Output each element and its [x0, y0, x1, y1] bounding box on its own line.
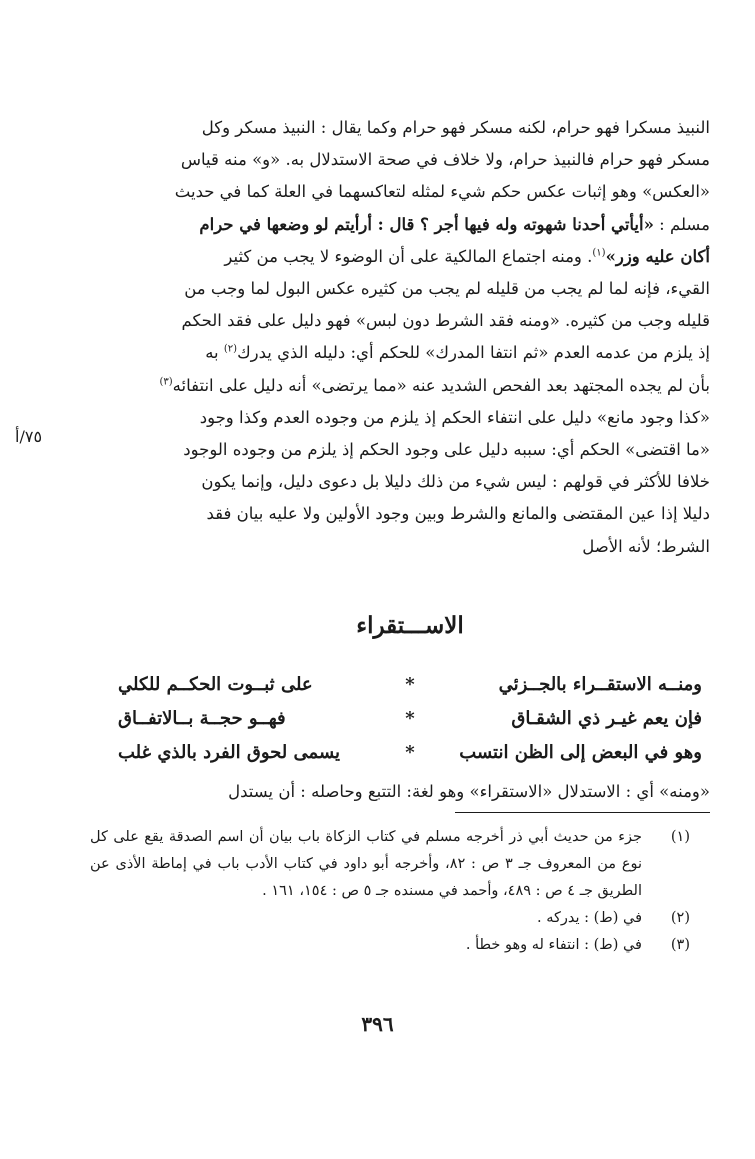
text-line: «ما اقتضى» الحكم أي: سببه دليل على وجود الحكم إذ يلزم من وجوده الوجود [183, 440, 710, 460]
text-line: دليلا إذا عين المقتضى والمانع والشرط وبين وجود الأولين ولا عليه بيان فقد [206, 504, 710, 524]
poem-verses [118, 668, 702, 770]
footnote-ref[interactable]: (٣) [159, 376, 173, 388]
footnote-number: (١) [670, 829, 690, 845]
verse-second-hemistich: على ثبــوت الحكــم للكلي [118, 674, 313, 695]
commentary-line: «ومنه» أي : الاستدلال «الاستقراء» وهو لغة: التتبع وحاصله : أن يستدل [228, 782, 710, 801]
text-line: بأن لم يجده المجتهد بعد الفحص الشديد عنه «مما يرتضى» أنه دليل على انتفائه$^{(٣)}$ [159, 375, 710, 395]
footnote [90, 905, 690, 932]
verse-second-hemistich: فهــو حجــة بــالاتفــاق [118, 708, 286, 729]
verse-second-hemistich: يسمى لحوق الفرد بالذي غلب [118, 742, 341, 763]
margin-folio-note: ٧٥/أ [15, 427, 43, 446]
verse-first-hemistich: وهو في البعض إلى الظن انتسب [459, 742, 702, 763]
verse-first-hemistich: فإن يعم غيـر ذي الشقـاق [511, 708, 702, 729]
footnotes [90, 824, 690, 959]
text-line: قليله وجب من كثيره. «ومنه فقد الشرط دون لبس» فهو دليل على فقد الحكم [181, 311, 710, 331]
footnote-text: في (ط) : يدركه . [537, 910, 642, 926]
verse-separator: * [405, 708, 415, 729]
poem-verse [118, 668, 702, 702]
verse-first-hemistich: ومنــه الاستقــراء بالجــزئي [498, 674, 702, 695]
text-line: «العكس» وهو إثبات عكس حكم شيء لمثله لتعاكسهما في العلة كما في حديث [174, 182, 710, 202]
verse-separator: * [405, 674, 415, 695]
footnote-ref[interactable]: (١) [592, 247, 606, 259]
section-heading: الاســـتقراء [356, 612, 464, 639]
text-line: الشرط؛ لأنه الأصل [582, 536, 710, 556]
page-number: ٣٩٦ [361, 1012, 394, 1036]
text-line: أكان عليه وزر»$^{(١)}$. ومنه اجتماع المالكية على أن الوضوء لا يجب من كثير [224, 246, 710, 266]
text-line: القيء، فإنه لما لم يجب من قليله لم يجب من كثيره عكس البول لما وجب من [184, 279, 710, 299]
footnote-text: جزء من حديث أبي ذر أخرجه مسلم في كتاب الزكاة باب بيان أن اسم الصدقة يقع على كل نوع من المعروف جـ ٣ ص : ٨٢، وأخرجه أبو داود في كتاب الأدب باب في إماطة الأذى عن الطريق جـ ٤ ص : ٤٨٩، وأحمد في مسنده جـ ٥ ص : ١٥٤، ١٦١ . [90, 829, 642, 899]
main-text-body [110, 112, 710, 563]
footnote [90, 932, 690, 959]
poem-verse [118, 736, 702, 770]
hadith-quote: أكان عليه وزر» [605, 246, 710, 266]
poem-verse [118, 702, 702, 736]
footnote [90, 824, 690, 905]
text-line: مسكر فهو حرام فالنبيذ حرام، ولا خلاف في صحة الاستدلال به. «و» منه قياس [180, 150, 710, 170]
footnote-number: (٢) [670, 910, 690, 926]
text-line: «كذا وجود مانع» دليل على انتفاء الحكم إذ يلزم من وجوده العدم وكذا وجود [199, 407, 710, 427]
verse-separator: * [405, 742, 415, 763]
text-line: النبيذ مسكرا فهو حرام، لكنه مسكر فهو حرام وكما يقال : النبيذ مسكر وكل [201, 118, 710, 137]
footnote-ref[interactable]: (٢) [223, 343, 238, 355]
text-line: مسلم : «أيأتي أحدنا شهوته وله فيها أجر ؟ قال : أرأيتم لو وضعها في حرام [199, 214, 710, 234]
footnote-number: (٣) [670, 937, 690, 953]
footnote-divider [455, 812, 710, 813]
text-line: خلافا للأكثر في قولهم : ليس شيء من ذلك دليلا بل دعوى دليل، وإنما يكون [201, 472, 710, 492]
footnote-text: في (ط) : انتفاء له وهو خطأ . [465, 937, 642, 953]
text-line: إذ يلزم من عدمه العدم «ثم انتفا المدرك» للحكم أي: دليله الذي يدرك$^{(٢)}$ به [205, 343, 710, 363]
hadith-quote: «أيأتي أحدنا شهوته وله فيها أجر ؟ قال : أرأيتم لو وضعها في حرام [199, 214, 654, 234]
